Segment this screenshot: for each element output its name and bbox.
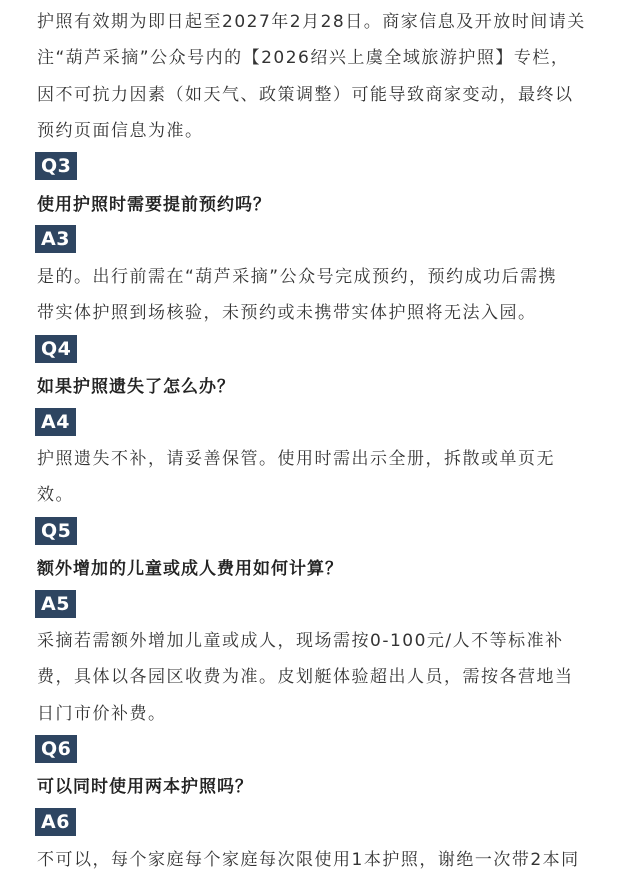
answer-line: 带实体护照到场核验，未预约或未携带实体护照将无法入园。 xyxy=(37,303,537,323)
question-tag: Q3 xyxy=(35,152,77,180)
intro-line: 预约页面信息为准。 xyxy=(37,121,204,141)
answer-line: 日门市价补费。 xyxy=(37,704,167,724)
question-text: 额外增加的儿童或成人费用如何计算？ xyxy=(37,559,343,579)
answer-line: 采摘若需额外增加儿童或成人，现场需按0-100元/人不等标准补 xyxy=(37,631,564,651)
intro-line: 注“葫芦采摘”公众号内的【2026绍兴上虞全域旅游护照】专栏， xyxy=(37,48,570,68)
answer-tag: A3 xyxy=(35,225,76,253)
question-text: 如果护照遗失了怎么办？ xyxy=(37,377,235,397)
question-text: 可以同时使用两本护照吗？ xyxy=(37,777,253,797)
answer-tag: A5 xyxy=(35,590,76,618)
answer-line: 效。 xyxy=(37,485,74,505)
answer-tag: A4 xyxy=(35,408,76,436)
question-tag: Q6 xyxy=(35,735,77,763)
intro-line: 护照有效期为即日起至2027年2月28日。商家信息及开放时间请关 xyxy=(37,12,586,32)
answer-line: 不可以，每个家庭每个家庭每次限使用1本护照，谢绝一次带2本同 xyxy=(37,850,580,870)
answer-line: 是的。出行前需在“葫芦采摘”公众号完成预约，预约成功后需携 xyxy=(37,267,558,287)
intro-line: 因不可抗力因素（如天气、政策调整）可能导致商家变动，最终以 xyxy=(37,85,574,105)
question-tag: Q5 xyxy=(35,517,77,545)
answer-line: 费，具体以各园区收费为准。皮划艇体验超出人员，需按各营地当 xyxy=(37,667,574,687)
answer-tag: A6 xyxy=(35,808,76,836)
question-text: 使用护照时需要提前预约吗？ xyxy=(37,195,271,215)
answer-line: 护照遗失不补，请妥善保管。使用时需出示全册，拆散或单页无 xyxy=(37,449,555,469)
question-tag: Q4 xyxy=(35,335,77,363)
